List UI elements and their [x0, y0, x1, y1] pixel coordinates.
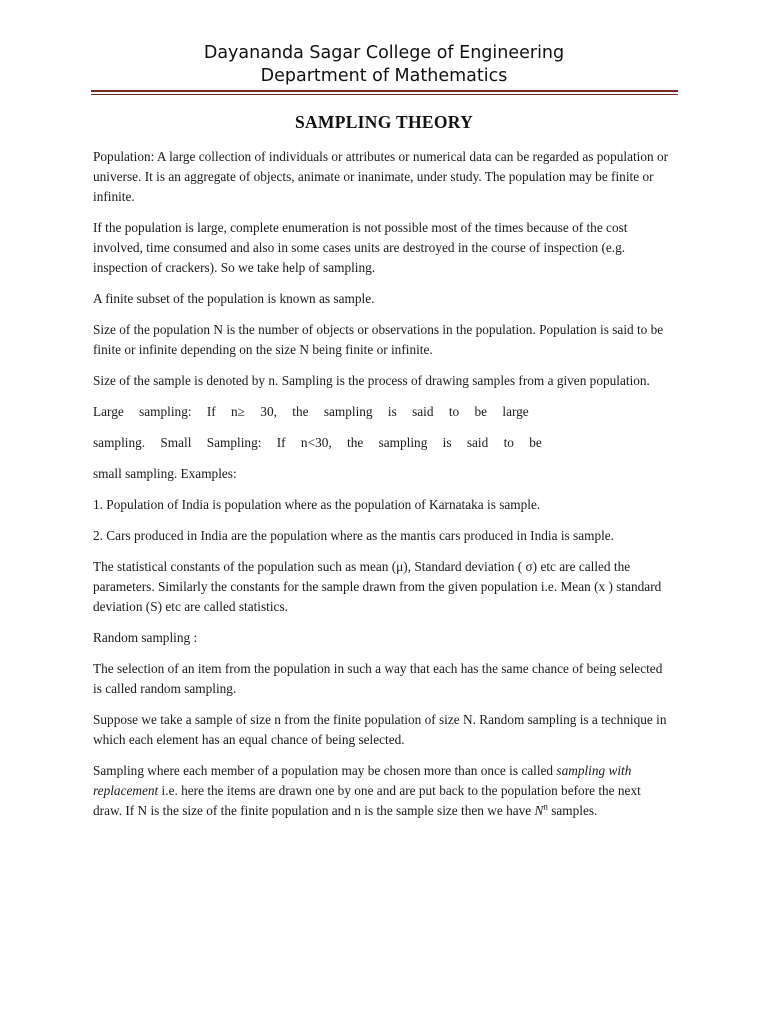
paragraph-examples: small sampling. Examples: [93, 466, 237, 481]
paragraph-sampling-with-replacement [93, 761, 673, 821]
paragraph-example-1: 1. Population of India is population where as the population of Karnataka is sample. [93, 497, 541, 512]
paragraph-large-sampling: Large sampling: If n≥ 30, the sampling is said to be large [93, 404, 529, 419]
paragraph-sample-definition: A finite subset of the population is known as sample. [93, 291, 375, 306]
header-rule-thin [91, 94, 678, 95]
document-header [0, 42, 768, 88]
paragraph-large-population: If the population is large, complete enumeration is not possible most of the times because of the cost involved, time consumed and also in some cases units are destroyed in the course of inspection (e.g. inspection of crackers). So we take help of sampling. [93, 220, 628, 275]
paragraph-small-sampling: sampling. Small Sampling: If n<30, the sampling is said to be [93, 435, 542, 450]
paragraph-random-sampling-definition: The selection of an item from the population in such a way that each has the same chance of being selected is called random sampling. [93, 661, 663, 696]
page-title: SAMPLING THEORY [294, 112, 474, 132]
department-name: Department of Mathematics [260, 66, 508, 86]
header-rule-thick [91, 90, 678, 92]
formula-exponent: n [543, 801, 548, 812]
formula-base: N [534, 803, 544, 818]
replacement-term: sampling with replacement [93, 763, 632, 798]
replacement-text-1: Sampling where each member of a population may be chosen more than once is called [93, 763, 557, 778]
paragraph-population-size: Size of the population N is the number of objects or observations in the population. Population is said to be finite or infinite depending on the size N being finite or infinite. [93, 322, 664, 357]
paragraph-example-2: 2. Cars produced in India are the population where as the mantis cars produced in India is sample. [93, 528, 615, 543]
paragraph-random-sampling-technique: Suppose we take a sample of size n from the finite population of size N. Random sampling is a technique in which each element has an equal chance of being selected. [93, 712, 667, 747]
replacement-text-3: samples. [547, 803, 598, 818]
replacement-text-2: i.e. here the items are drawn one by one and are put back to the population before the next draw. If N is the size of the finite population and n is the sample size then we have [93, 783, 641, 818]
paragraph-population: Population: A large collection of individuals or attributes or numerical data can be regarded as population or universe. It is an aggregate of objects, animate or inanimate, under study. The population may be finite or infinite. [93, 149, 669, 204]
paragraph-random-sampling-heading: Random sampling : [93, 630, 198, 645]
college-name: Dayananda Sagar College of Engineering [203, 43, 565, 63]
paragraph-statistical-constants: The statistical constants of the population such as mean (μ), Standard deviation ( σ) etc are called the parameters. Similarly the constants for the sample drawn from the given population i.e. Mean (x ) standard deviation (S) etc are called statistics. [93, 559, 662, 614]
paragraph-sample-size: Size of the sample is denoted by n. Sampling is the process of drawing samples from a given population. [93, 373, 650, 388]
document-body [93, 147, 673, 832]
